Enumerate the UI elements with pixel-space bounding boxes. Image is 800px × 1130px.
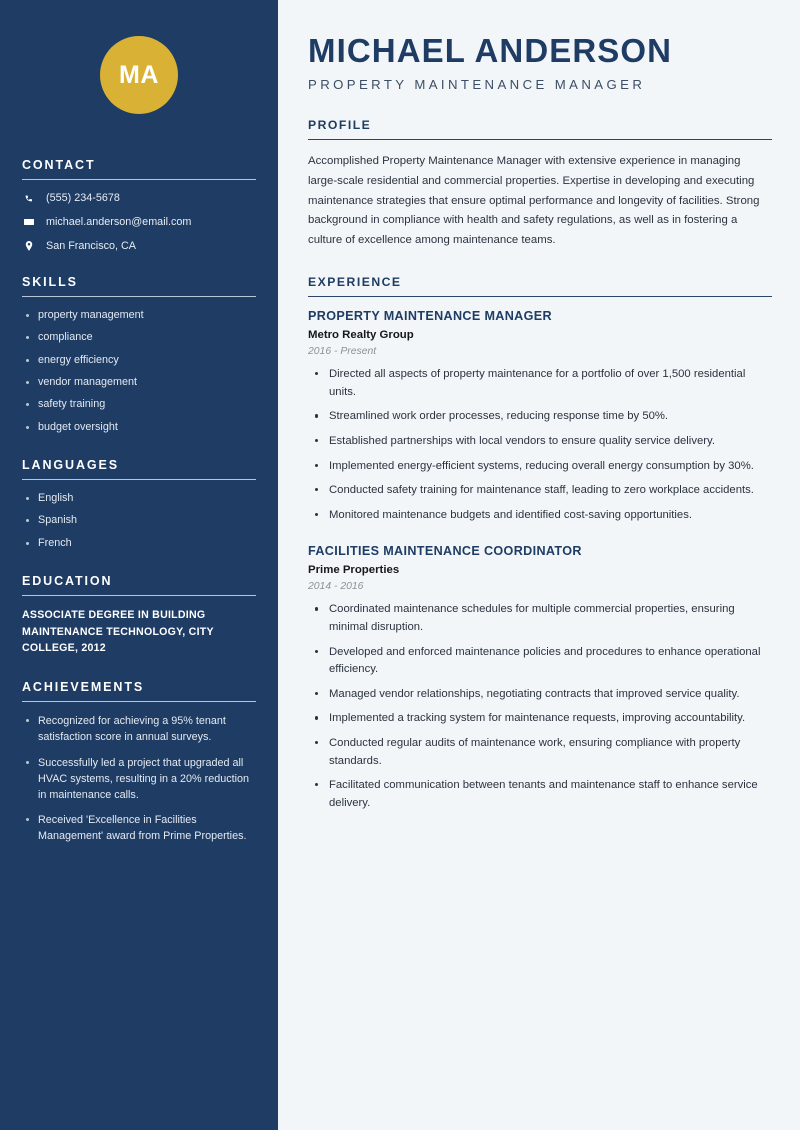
sidebar-section-contact <box>22 158 256 252</box>
divider <box>308 139 772 140</box>
list-item: English <box>22 491 256 506</box>
envelope-icon <box>22 215 35 228</box>
map-pin-icon <box>22 239 35 252</box>
divider <box>22 595 256 596</box>
experience-job-title: FACILITIES MAINTENANCE COORDINATOR <box>308 544 582 559</box>
divider <box>308 296 772 297</box>
avatar-container <box>22 0 256 158</box>
list-item: Conducted safety training for maintenance staff, leading to zero workplace accidents. <box>308 482 772 500</box>
main-content <box>278 0 800 1130</box>
profile-text: Accomplished Property Maintenance Manager with extensive experience in managing large-scale residential and commercial properties. Expertise in developing and executing maintenance strategies that ensure optimal performance and longevity of facilities. Strong background in compliance with health and safety regulations, as well as in fostering a culture of excellence among maintenance teams. <box>308 155 760 247</box>
sidebar-section-education <box>22 574 256 657</box>
divider <box>22 701 256 702</box>
experience-bullets <box>308 601 772 812</box>
list-item: compliance <box>22 330 256 345</box>
list-item: Directed all aspects of property maintenance for a portfolio of over 1,500 residential units. <box>308 366 772 401</box>
experience-company: Metro Realty Group <box>308 329 414 342</box>
list-item: Streamlined work order processes, reducing response time by 50%. <box>308 408 772 426</box>
divider <box>22 479 256 480</box>
achievements-list <box>22 713 256 844</box>
list-item: Spanish <box>22 513 256 528</box>
list-item: Managed vendor relationships, negotiating contracts that improved service quality. <box>308 686 772 704</box>
list-item: vendor management <box>22 375 256 390</box>
list-item: Conducted regular audits of maintenance work, ensuring compliance with property standards. <box>308 735 772 770</box>
list-item: Successfully led a project that upgraded all HVAC systems, resulting in a 20% reduction in maintenance calls. <box>22 755 256 804</box>
phone-icon <box>22 191 35 204</box>
sidebar-section-achievements <box>22 680 256 844</box>
experience-company: Prime Properties <box>308 564 400 577</box>
experience-dates: 2016 - Present <box>308 346 377 358</box>
contact-row-location[interactable] <box>22 239 256 252</box>
contact-value-location: San Francisco, CA <box>46 239 137 252</box>
list-item: Monitored maintenance budgets and identified cost-saving opportunities. <box>308 507 772 525</box>
list-item: Coordinated maintenance schedules for multiple commercial properties, ensuring minimal disruption. <box>308 601 772 636</box>
sidebar-heading-education: EDUCATION <box>22 573 113 588</box>
contact-row-email[interactable] <box>22 215 256 228</box>
main-heading-profile: PROFILE <box>308 117 372 132</box>
sidebar <box>0 0 278 1130</box>
contact-value-email: michael.anderson@email.com <box>46 215 192 228</box>
avatar: MA <box>100 36 178 114</box>
divider <box>22 179 256 180</box>
experience-bullets <box>308 366 772 524</box>
experience-entry <box>308 544 772 812</box>
list-item: Facilitated communication between tenants and maintenance staff to enhance service delivery. <box>308 777 772 812</box>
sidebar-heading-achievements: ACHIEVEMENTS <box>22 680 145 695</box>
list-item: Recognized for achieving a 95% tenant satisfaction score in annual surveys. <box>22 713 256 745</box>
skills-list <box>22 308 256 435</box>
experience-job-title: PROPERTY MAINTENANCE MANAGER <box>308 309 552 324</box>
sidebar-heading-skills: SKILLS <box>22 275 78 289</box>
divider <box>22 296 256 297</box>
list-item: energy efficiency <box>22 353 256 368</box>
list-item: Established partnerships with local vendors to ensure quality service delivery. <box>308 433 772 451</box>
list-item: safety training <box>22 397 256 412</box>
sidebar-section-languages <box>22 458 256 551</box>
education-entry: ASSOCIATE DEGREE IN BUILDING MAINTENANCE TECHNOLOGY, CITY COLLEGE, 2012 <box>22 608 214 655</box>
languages-list <box>22 491 256 551</box>
sidebar-section-skills <box>22 275 256 435</box>
section-experience <box>308 275 772 813</box>
contact-row-phone[interactable] <box>22 191 256 204</box>
list-item: French <box>22 536 256 551</box>
list-item: property management <box>22 308 256 323</box>
list-item: budget oversight <box>22 420 256 435</box>
job-role-subtitle: PROPERTY MAINTENANCE MANAGER <box>308 76 646 92</box>
page-title: MICHAEL ANDERSON <box>308 32 673 69</box>
section-profile <box>308 118 772 251</box>
sidebar-heading-contact: CONTACT <box>22 158 96 172</box>
list-item: Developed and enforced maintenance policies and procedures to enhance operational efficiency. <box>308 644 772 679</box>
list-item: Implemented a tracking system for maintenance requests, improving accountability. <box>308 710 772 728</box>
list-item: Received 'Excellence in Facilities Management' award from Prime Properties. <box>22 812 256 844</box>
sidebar-heading-languages: LANGUAGES <box>22 457 119 472</box>
list-item: Implemented energy-efficient systems, reducing overall energy consumption by 30%. <box>308 458 772 476</box>
main-heading-experience: EXPERIENCE <box>308 274 402 289</box>
contact-value-phone: (555) 234-5678 <box>46 191 120 204</box>
experience-entry <box>308 309 772 524</box>
experience-dates: 2014 - 2016 <box>308 581 364 593</box>
